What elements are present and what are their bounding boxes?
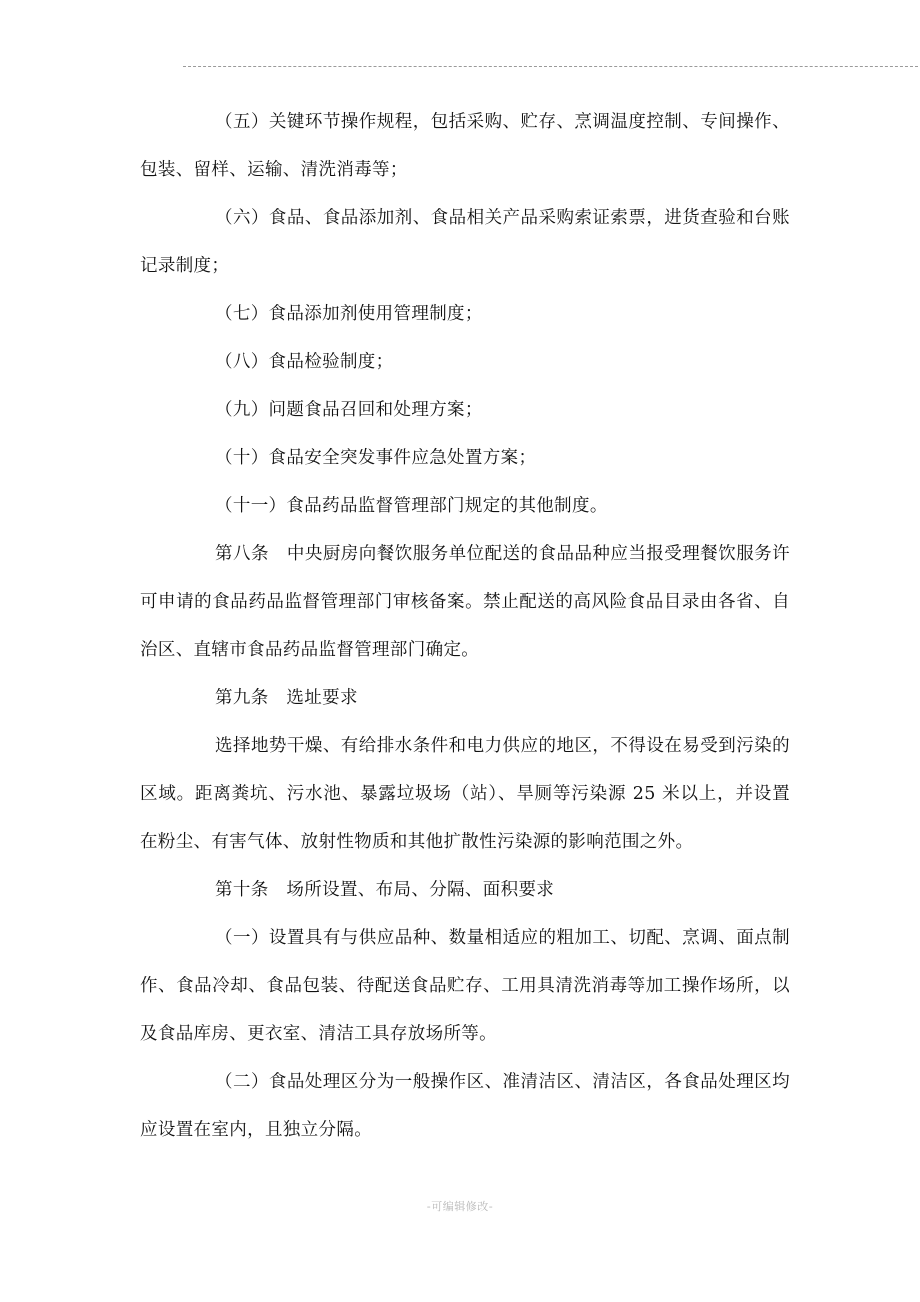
paragraph-item-8: （八）食品检验制度； [215, 352, 394, 372]
paragraph-item-11: （十一）食品药品监督管理部门规定的其他制度。 [215, 496, 608, 516]
paragraph-item-10: （十）食品安全突发事件应急处置方案； [215, 448, 537, 468]
article-10-item-2: （二）食品处理区分为一般操作区、准清洁区、清洁区，各食品处理区均应设置在室内，且独立分隔。 [140, 1072, 790, 1140]
paragraph-item-9: （九）问题食品召回和处理方案； [215, 400, 483, 420]
footer-watermark: -可编辑修改- [426, 1200, 494, 1213]
article-9-heading: 第九条 选址要求 [215, 688, 358, 708]
article-8: 第八条 中央厨房向餐饮服务单位配送的食品品种应当报受理餐饮服务许可申请的食品药品监督管理部门审核备案。禁止配送的高风险食品目录由各省、自治区、直辖市食品药品监督管理部门确定。 [140, 544, 790, 660]
article-10-item-1: （一）设置具有与供应品种、数量相适应的粗加工、切配、烹调、面点制作、食品冷却、食品包装、待配送食品贮存、工用具清洗消毒等加工操作场所，以及食品库房、更衣室、清洁工具存放场所等。 [140, 928, 790, 1044]
paragraph-item-6: （六）食品、食品添加剂、食品相关产品采购索证索票，进货查验和台账记录制度； [140, 208, 790, 276]
article-10-heading: 第十条 场所设置、布局、分隔、面积要求 [215, 880, 555, 900]
paragraph-item-7: （七）食品添加剂使用管理制度； [215, 304, 483, 324]
document-body [140, 98, 790, 1154]
header-rule [183, 66, 918, 67]
paragraph-item-5: （五）关键环节操作规程，包括采购、贮存、烹调温度控制、专间操作、包装、留样、运输、清洗消毒等； [140, 112, 790, 180]
article-9-body: 选择地势干燥、有给排水条件和电力供应的地区，不得设在易受到污染的区域。距离粪坑、污水池、暴露垃圾场（站）、旱厕等污染源 25 米以上，并设置在粉尘、有害气体、放射性物质和其他扩散性污染源的影响范围之外。 [140, 736, 790, 852]
